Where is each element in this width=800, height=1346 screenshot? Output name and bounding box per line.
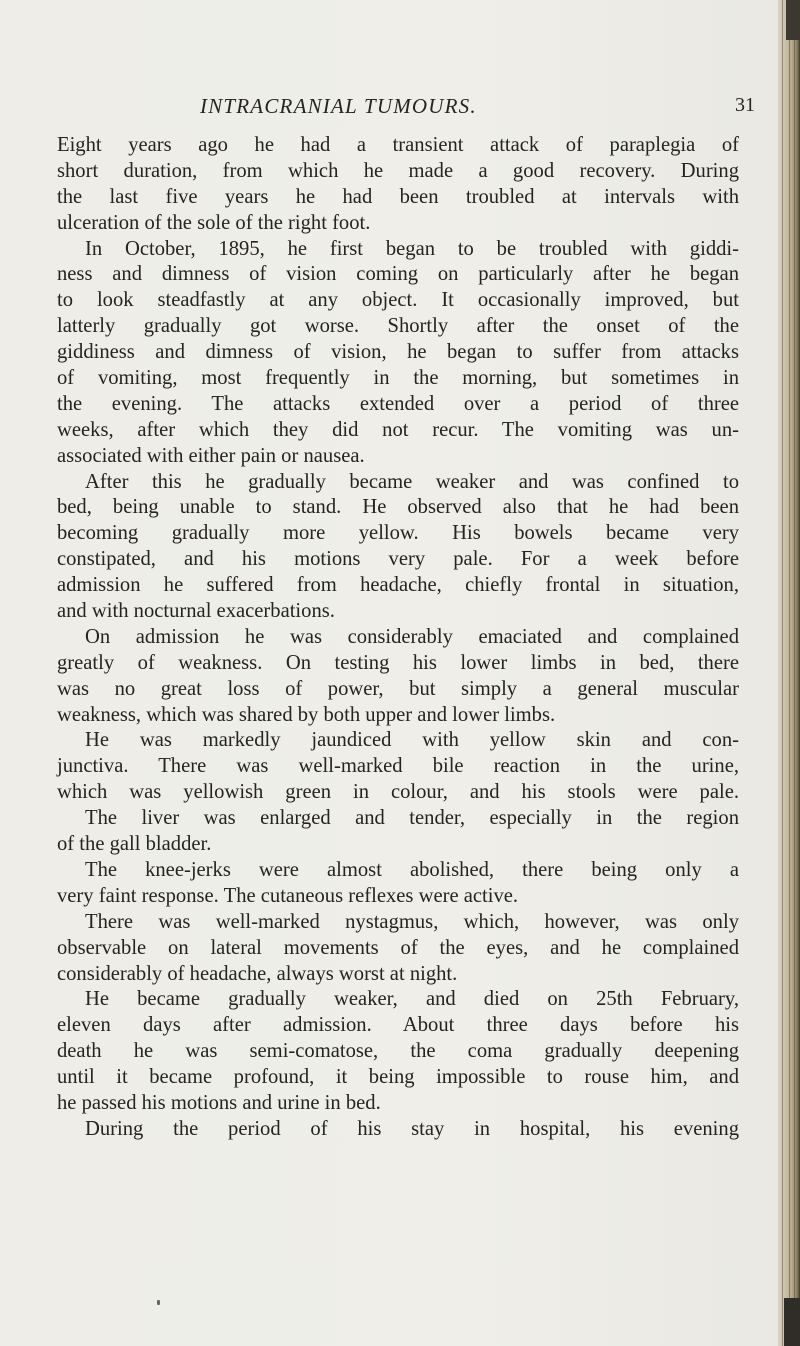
text-line: of vomiting, most frequently in the morning, but sometimes in xyxy=(57,367,739,390)
text-line: The liver was enlarged and tender, especially in the region xyxy=(85,807,739,830)
text-line: the evening. The attacks extended over a period of three xyxy=(57,392,739,415)
text-line: constipated, and his motions very pale. For a week before xyxy=(57,548,739,571)
text-line: ulceration of the sole of the right foot. xyxy=(57,211,371,234)
gutter-line xyxy=(789,0,790,1346)
text-line: death he was semi-comatose, the coma gradually deepening xyxy=(57,1040,739,1063)
text-line: very faint response. The cutaneous reflexes were active. xyxy=(57,884,519,907)
paper-speck xyxy=(157,1300,160,1305)
text-line: bed, being unable to stand. He observed also that he had been xyxy=(57,496,739,519)
text-line: latterly gradually got worse. Shortly after the onset of the xyxy=(57,315,739,338)
text-line: until it became profound, it being impossible to rouse him, and xyxy=(57,1066,739,1089)
body-text xyxy=(57,133,739,1143)
page-gutter xyxy=(778,0,800,1346)
binding-shadow-bottom xyxy=(784,1298,800,1346)
text-line: weeks, after which they did not recur. The vomiting was un- xyxy=(57,418,739,441)
text-line: to look steadfastly at any object. It occasionally improved, but xyxy=(57,289,739,312)
text-line: ness and dimness of vision coming on particularly after he began xyxy=(57,263,739,286)
text-line: eleven days after admission. About three days before his xyxy=(57,1014,739,1037)
gutter-line xyxy=(782,0,783,1346)
text-line: observable on lateral movements of the eyes, and he complained xyxy=(57,936,739,959)
text-line: considerably of headache, always worst at night. xyxy=(57,962,458,985)
text-line: greatly of weakness. On testing his lower limbs in bed, there xyxy=(57,651,739,674)
text-line: junctiva. There was well-marked bile reaction in the urine, xyxy=(57,755,739,778)
text-line: the last five years he had been troubled at intervals with xyxy=(57,185,739,208)
running-head: INTRACRANIAL TUMOURS. xyxy=(200,94,477,118)
page-number: 31 xyxy=(735,94,755,116)
text-line: There was well-marked nystagmus, which, however, was only xyxy=(85,910,739,933)
text-line: He was markedly jaundiced with yellow skin and con- xyxy=(85,729,739,752)
text-line: The knee-jerks were almost abolished, there being only a xyxy=(85,858,739,881)
text-line: On admission he was considerably emaciated and complained xyxy=(85,625,739,648)
text-line: weakness, which was shared by both upper and lower limbs. xyxy=(57,703,556,726)
text-line: he passed his motions and urine in bed. xyxy=(57,1091,381,1114)
text-line: which was yellowish green in colour, and his stools were pale. xyxy=(57,781,739,804)
text-line: short duration, from which he made a good recovery. During xyxy=(57,159,739,182)
text-line: giddiness and dimness of vision, he began to suffer from attacks xyxy=(57,341,739,364)
page-header xyxy=(0,94,800,124)
text-line: admission he suffered from headache, chiefly frontal in situation, xyxy=(57,574,739,597)
text-line: was no great loss of power, but simply a general muscular xyxy=(57,677,739,700)
text-line: In October, 1895, he first began to be troubled with giddi- xyxy=(85,237,739,260)
text-line: After this he gradually became weaker and was confined to xyxy=(85,470,739,493)
text-line: of the gall bladder. xyxy=(57,833,212,856)
text-line: Eight years ago he had a transient attack of paraplegia of xyxy=(57,134,739,156)
text-line: associated with either pain or nausea. xyxy=(57,444,365,467)
text-line: becoming gradually more yellow. His bowels became very xyxy=(57,522,739,545)
text-line: During the period of his stay in hospital, his evening xyxy=(85,1117,739,1140)
text-line: He became gradually weaker, and died on 25th February, xyxy=(85,988,739,1011)
gutter-line xyxy=(794,0,795,1346)
binding-shadow-top xyxy=(786,0,800,40)
text-line: and with nocturnal exacerbations. xyxy=(57,600,335,623)
